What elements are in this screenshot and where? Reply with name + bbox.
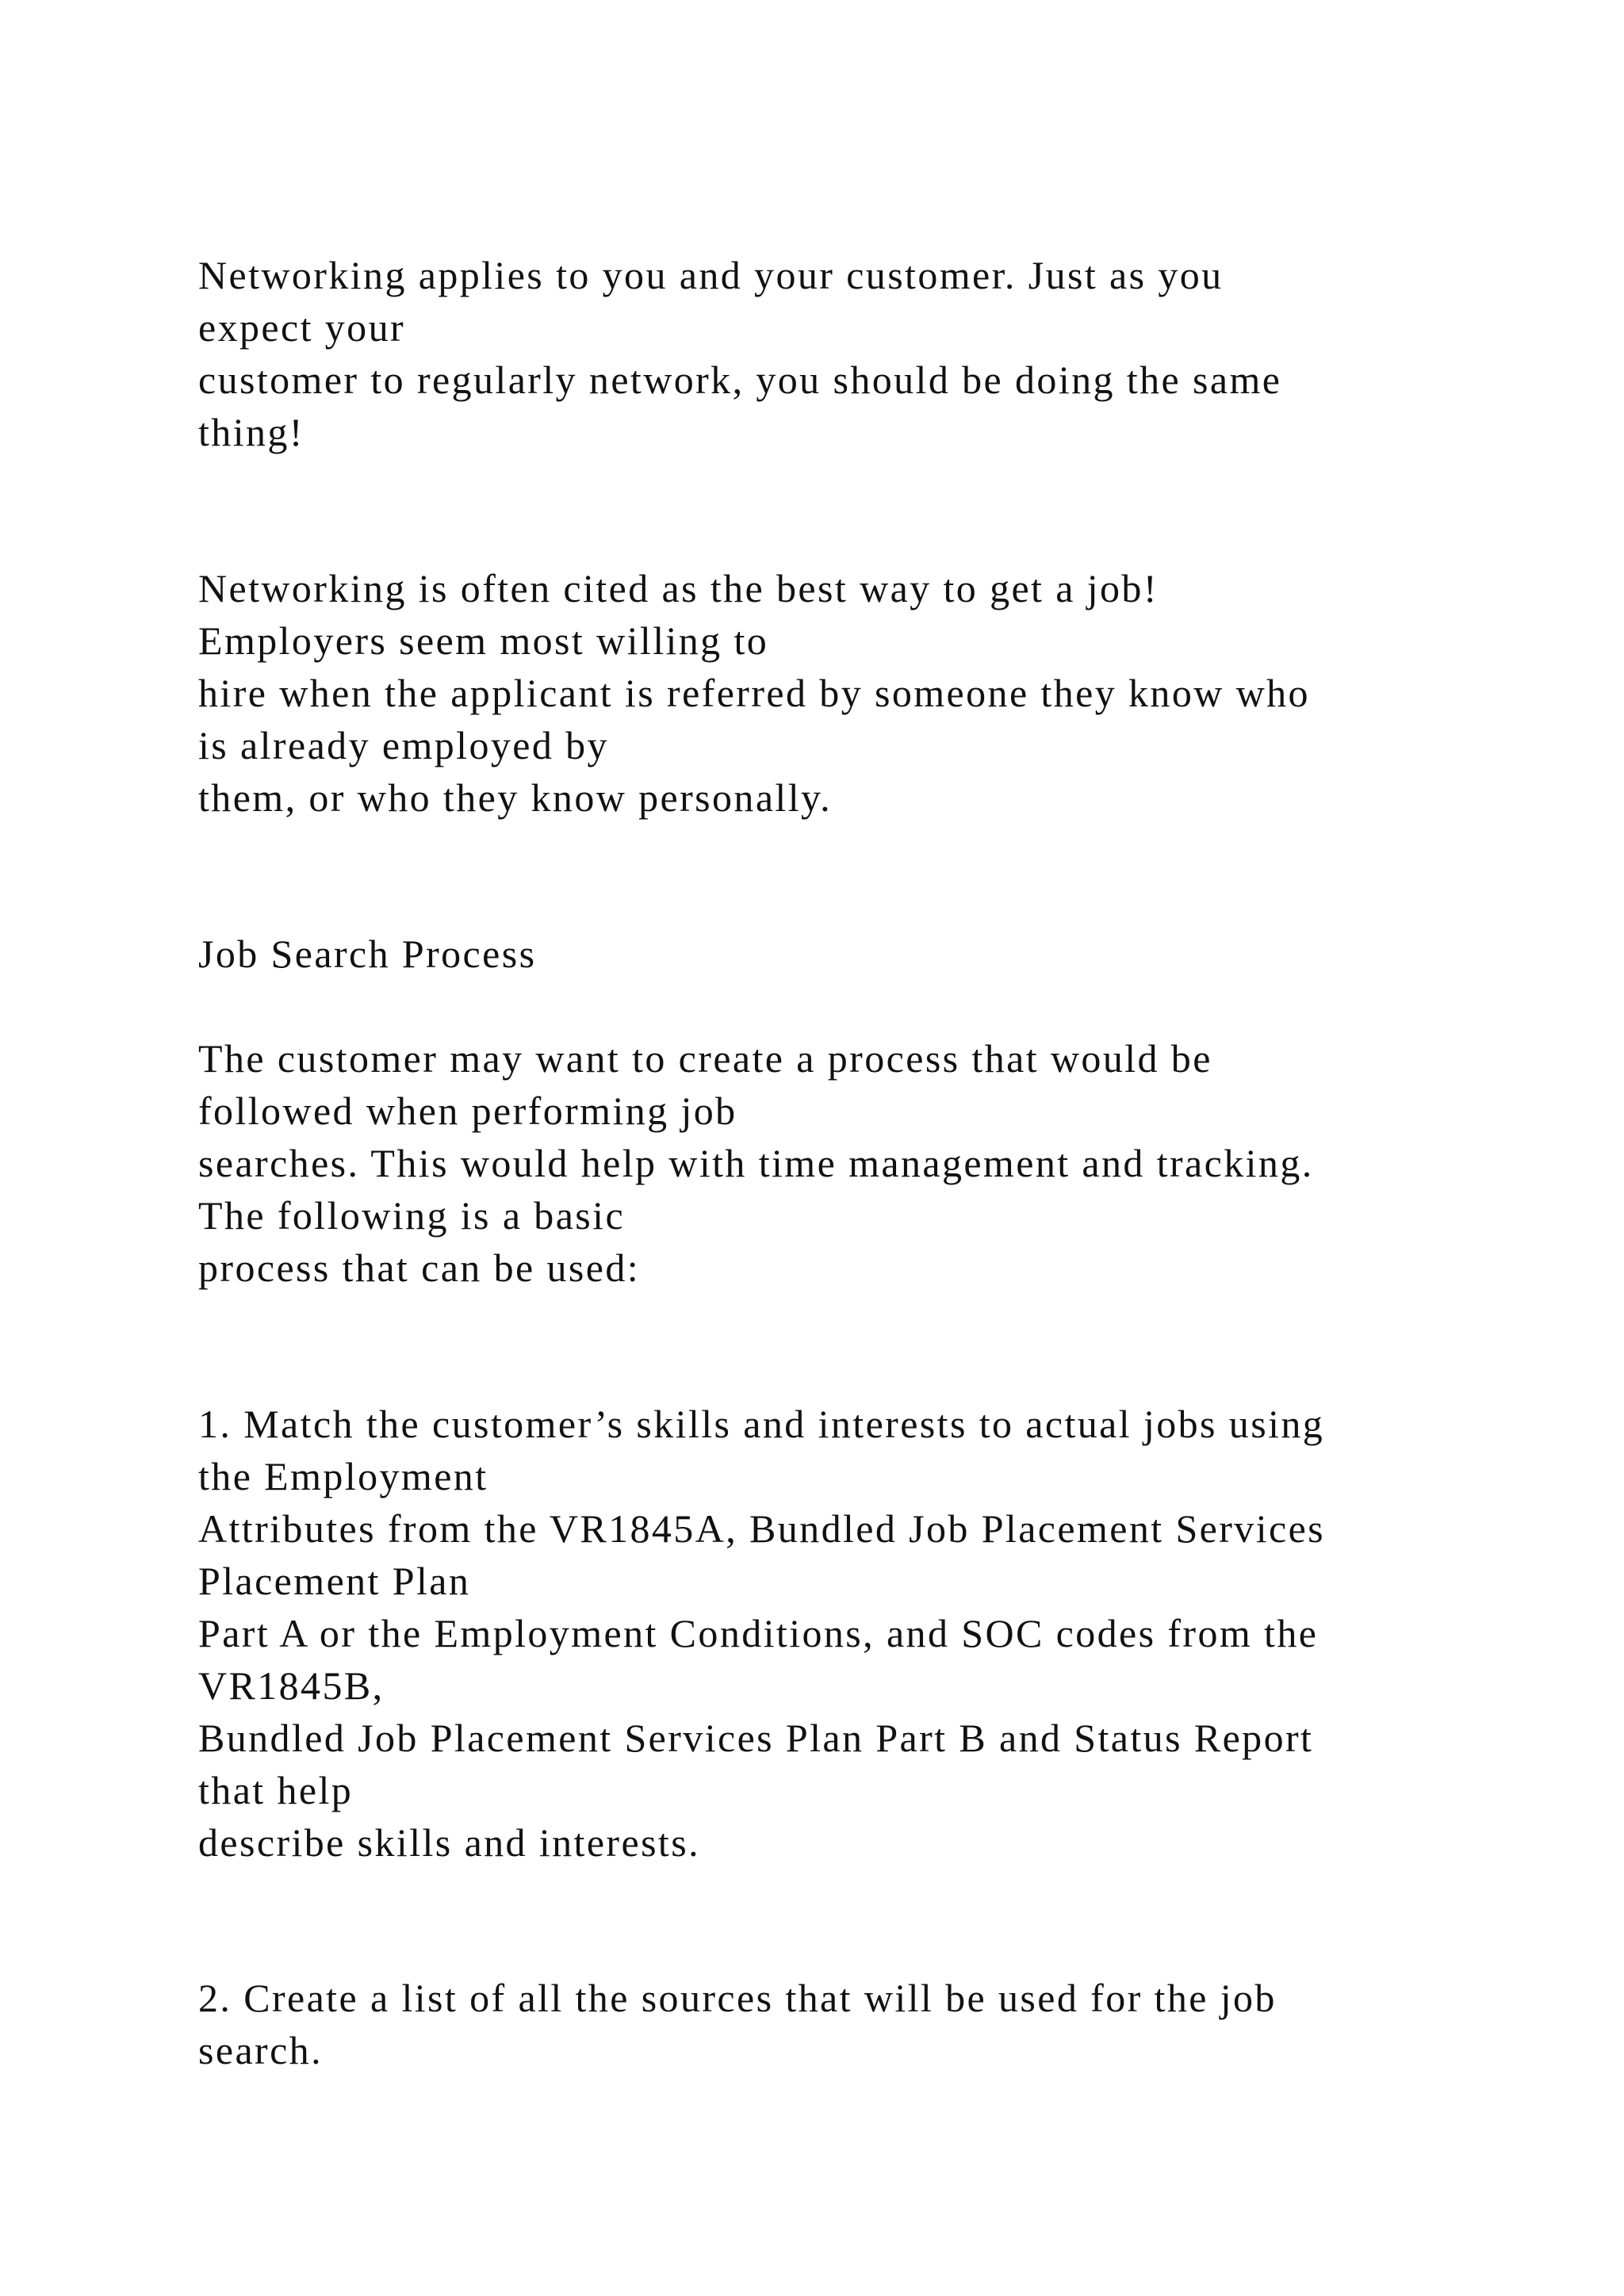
text-line: The customer may want to create a process that would be	[198, 1036, 1212, 1081]
text-line: hire when the applicant is referred by someone they know who	[198, 671, 1310, 715]
text-line: Networking is often cited as the best way to get a job!	[198, 566, 1159, 610]
text-line: 1. Match the customer’s skills and interests to actual jobs using	[198, 1402, 1325, 1446]
text-line: is already employed by	[198, 723, 609, 767]
text-line: The following is a basic	[198, 1193, 626, 1238]
text-line: VR1845B,	[198, 1663, 385, 1708]
text-line: that help	[198, 1768, 354, 1812]
paragraph-networking-applies	[198, 249, 1507, 458]
text-line: Employers seem most willing to	[198, 618, 769, 663]
text-line: followed when performing job	[198, 1089, 737, 1133]
paragraph-process-intro	[198, 1032, 1507, 1294]
text-line: search.	[198, 2028, 323, 2072]
text-line: Attributes from the VR1845A, Bundled Job Placement Services	[198, 1506, 1326, 1551]
text-line: 2. Create a list of all the sources that will be used for the job	[198, 1976, 1277, 2020]
paragraph-networking-best-way	[198, 562, 1507, 824]
heading-text: Job Search Process	[198, 932, 537, 976]
text-line: expect your	[198, 305, 406, 350]
text-line: Part A or the Employment Conditions, and SOC codes from the	[198, 1611, 1319, 1655]
text-line: customer to regularly network, you should be doing the same	[198, 358, 1282, 402]
text-line: the Employment	[198, 1454, 488, 1498]
text-line: them, or who they know personally.	[198, 775, 833, 820]
text-line: thing!	[198, 410, 304, 454]
text-line: Placement Plan	[198, 1559, 471, 1603]
list-item-step-1	[198, 1398, 1507, 1869]
text-line: describe skills and interests.	[198, 1820, 700, 1865]
section-heading-job-search-process	[198, 928, 1507, 980]
text-line: Bundled Job Placement Services Plan Part B and Status Report	[198, 1716, 1314, 1760]
text-line: Networking applies to you and your customer. Just as you	[198, 253, 1224, 297]
text-line: searches. This would help with time management and tracking.	[198, 1141, 1314, 1185]
list-item-step-2	[198, 1972, 1507, 2076]
text-line: process that can be used:	[198, 1246, 641, 1290]
